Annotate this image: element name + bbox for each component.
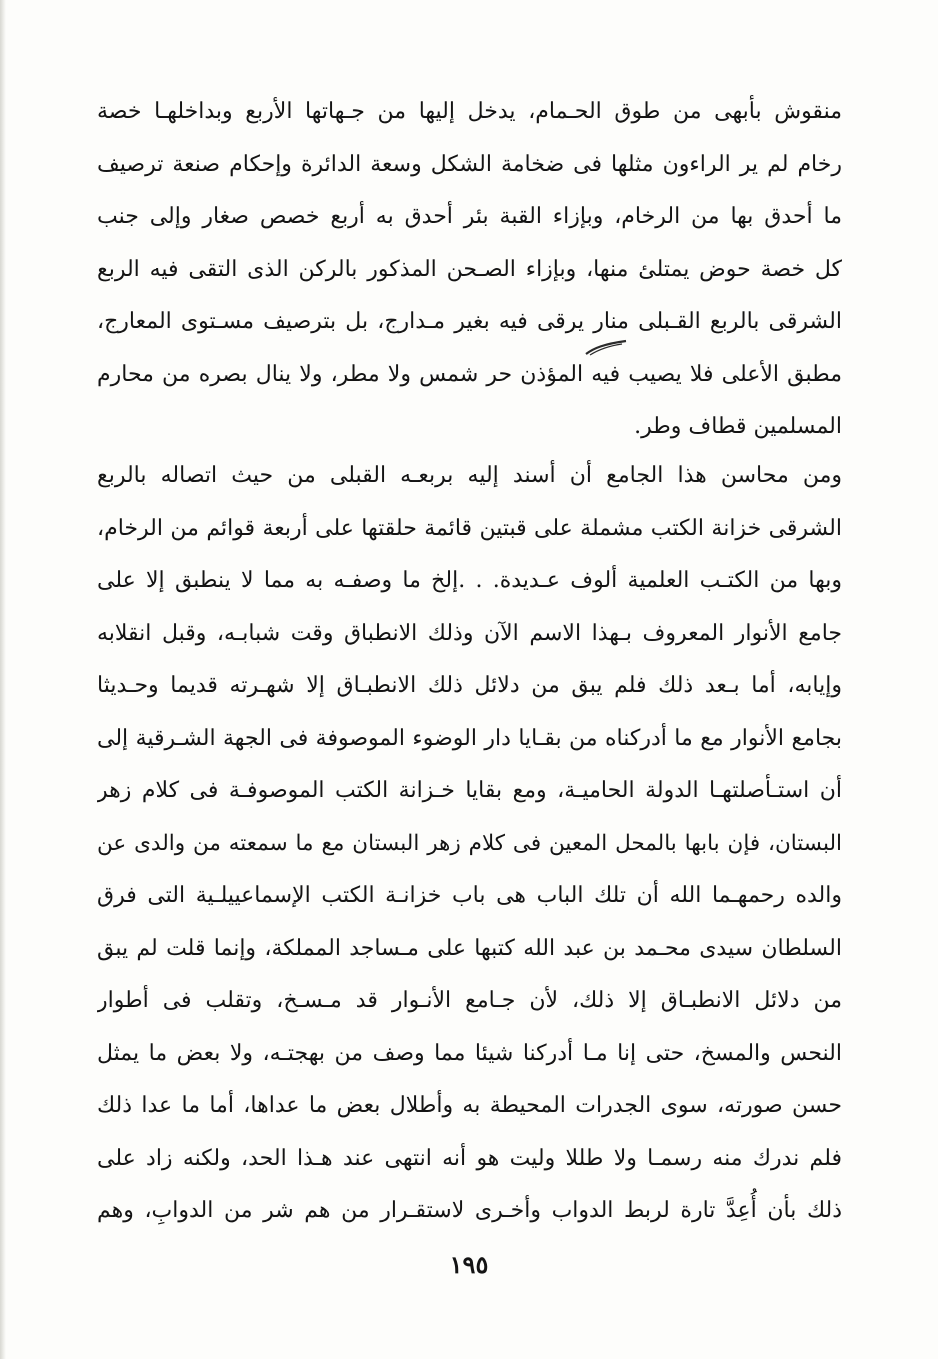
text-line: البستان، فإن بابها بالمحل المعين فى كلام زهر البستان مع ما سمعته من والدى عن bbox=[97, 830, 842, 856]
scan-edge-shadow bbox=[0, 0, 6, 1359]
text-line: أن استـأصلتهـا الدولة الحاميـة، ومع بقايا خـزانة الكتب الموصوفـة فى كلام زهر bbox=[97, 778, 842, 803]
text-line: المسلمين قطاف وطر. bbox=[634, 414, 842, 439]
page-number: ١٩٥ bbox=[449, 1250, 489, 1279]
text-line: ومن محاسن هذا الجامع أن أسند إليه بربعـه القبلى من حيث اتصاله بالربع bbox=[97, 463, 842, 488]
text-line: كل خصة حوض يمتلئ منها، وبإزاء الصـحن المذكور بالركن الذى التقى فيه الربع bbox=[97, 256, 842, 282]
text-line: ذلك بأن أُعِدَّ تارة لربط الدواب وأخـرى لاستقـرار من هم شر من الدوابِ، وهم bbox=[97, 1198, 842, 1223]
text-line: حسن صورته، سوى الجدرات المحيطة به وأطلال بعض ما عداها، أما ما عدا ذلك bbox=[97, 1093, 842, 1118]
text-line: والده رحمهـما الله أن تلك الباب هى باب خزانـة الكتب الإسماعييلـية التى فرق bbox=[97, 883, 842, 908]
text-line: بجامع الأنوار مع ما أدركناه من بقـايا دار الوضوء الموصوفة فى الجهة الشـرقية إلى bbox=[97, 725, 842, 751]
pen-mark-annotation bbox=[584, 338, 628, 358]
text-line: الشرقى خزانة الكتب مشملة على قبتين قائمة حلقتها على أربعة قوائم من الرخام، bbox=[97, 515, 842, 541]
text-line: من دلائل الانطبـاق إلا ذلك، لأن جـامع الأنـوار قد مـسـخ، وتقلب فى أطوار bbox=[97, 988, 842, 1013]
text-line: ما أحدق بها من الرخام، وبإزاء القبة بئر أحدق به أربع خصص صغار وإلى جنب bbox=[97, 204, 842, 229]
text-line: مطبق الأعلى فلا يصيب فيه المؤذن حر شمس ولا مطر، ولا ينال بصره من محارم bbox=[97, 361, 842, 387]
text-line: النحس والمسخ، حتى إنا مـا أدركنا شيئا مما وصف من بهجتـه، ولا بعض ما يمثل bbox=[97, 1040, 842, 1066]
text-line: السلطان سيدى محـمد بن عبد الله كتبها على مـساجد المملكة، وإنما قلت لم يبق bbox=[97, 935, 842, 961]
text-line: فلم ندرك منه رسمـا ولا طللا وليت هو أنه انتهى عند هـذا الحد، ولكنه زاد على bbox=[97, 1145, 842, 1171]
text-line: رخام لم ير الراءون مثلها فى ضخامة الشكل وسعة الدائرة وإحكام صنعة ترصيف bbox=[97, 151, 842, 177]
text-line: وبها من الكتـب العلمية ألوف عـديدة. . .إلخ ما وصفـه به مما لا ينطبق إلا على bbox=[97, 568, 842, 593]
paragraph-2 bbox=[97, 450, 842, 1238]
text-line: جامع الأنوار المعروف بـهذا الاسم الآن وذلك الانطباق وقت شبابـه، وقبل انقلابه bbox=[97, 620, 842, 646]
paragraph-1 bbox=[97, 86, 842, 454]
text-line: وإيابه، أما بـعد ذلك فلم يبق من دلائل ذلك الانطبـاق إلا شهـرته قديما وحـديثا bbox=[97, 673, 842, 698]
text-line: منقوش بأبهى من طوق الحـمام، يدخل إليها من جـهاتها الأربع وبداخلهـا خصة bbox=[97, 99, 842, 124]
text-line: الشرقى بالربع القـبلى منار يرقى فيه بغير مـدارج، بل بترصيف مسـتوى المعارج، bbox=[97, 309, 842, 334]
